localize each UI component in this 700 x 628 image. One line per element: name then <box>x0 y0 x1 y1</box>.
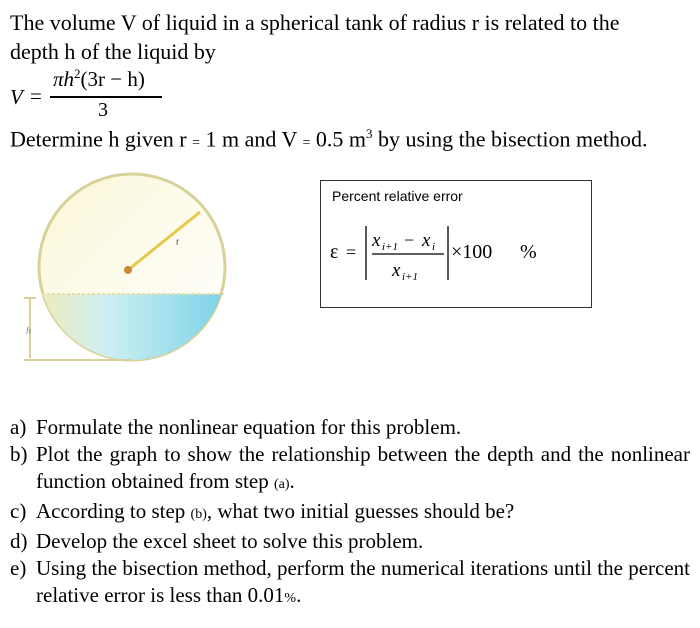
problem-intro: The volume V of liquid in a spherical tank of radius r is related to the depth h of the liquid by <box>10 10 620 64</box>
percent-error-title: Percent relative error <box>332 188 463 204</box>
volume-symbol: V <box>10 85 23 109</box>
radius-label: r <box>176 237 180 248</box>
list-item: a) Formulate the nonlinear equation for this problem. <box>10 415 462 439</box>
question-list <box>10 414 690 612</box>
list-item: e) Using the bisection method, perform the numerical iterations until the percent relative error is less than 0.01%. <box>10 556 690 607</box>
list-item: c) According to step (b), what two initial guesses should be? <box>10 499 515 523</box>
list-item: d) Develop the excel sheet to solve this problem. <box>10 529 424 553</box>
x-next: x <box>372 230 381 251</box>
equals-sign: = <box>30 84 42 108</box>
determine-statement: Determine h given r = 1 m and V = 0.5 $m^3$ by using the bisection method. <box>10 126 648 152</box>
minus-sign: − <box>404 230 415 250</box>
x-current-sub: i <box>432 241 436 253</box>
fraction-bar <box>50 96 162 98</box>
error-equals: = <box>346 242 357 262</box>
x-current: x <box>422 230 431 251</box>
spherical-tank-figure <box>12 170 252 370</box>
percent-unit: % <box>520 241 537 263</box>
percent-error-formula <box>330 218 580 288</box>
x-next-sub: i+1 <box>382 241 398 253</box>
epsilon-symbol: ε <box>330 241 339 263</box>
formula-denominator: 3 <box>98 99 108 121</box>
center-point <box>124 266 132 274</box>
x-denominator-sub: i+1 <box>402 271 418 283</box>
x-denominator: x <box>392 260 401 281</box>
formula-numerator: $\pi h^2(3r - h)$ <box>53 66 145 91</box>
times-hundred: ×100 <box>451 241 493 263</box>
depth-label: h <box>26 326 31 337</box>
list-item: b) Plot the graph to show the relationship between the depth and the nonlinear function obtained from step (a). <box>10 442 690 493</box>
